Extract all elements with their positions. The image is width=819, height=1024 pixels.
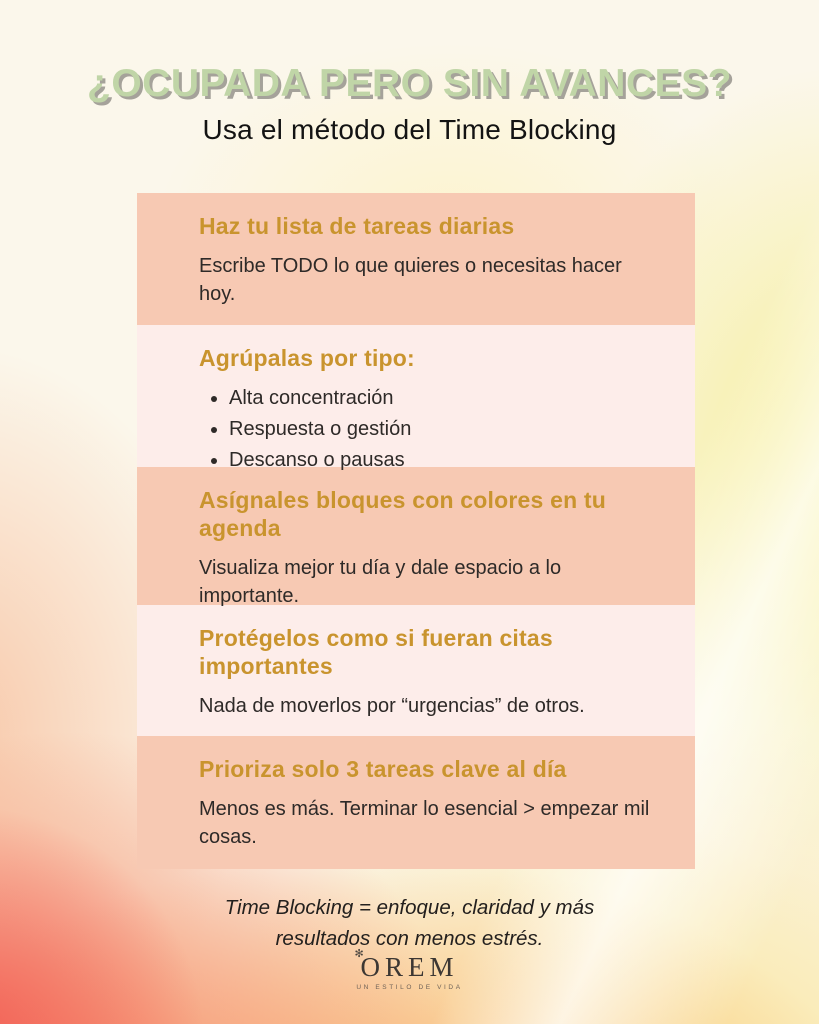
header [0,62,819,146]
bullet-item: • Descanso o pausas [229,447,655,473]
step-heading: Asígnales bloques con colores en tu agenda [199,487,607,542]
step-heading: Protégelos como si fueran citas importantes [199,625,553,680]
step-card-4 [137,605,695,736]
bullet-item: • Alta concentración [229,385,655,411]
step-heading: Haz tu lista de tareas diarias [199,213,515,239]
step-card-2 [137,325,695,472]
brand-block [0,948,819,991]
step-card-3 [137,467,695,608]
page-subtitle: Usa el método del Time Blocking [202,114,617,145]
brand-logo [354,948,459,983]
brand-logo-text: OREM [360,952,459,982]
step-card-1 [137,193,695,325]
step-card-5 [137,736,695,869]
page-title: ¿OCUPADA PERO SIN AVANCES? [87,62,732,105]
step-body: Visualiza mejor tu día y dale espacio a lo importante. [199,557,562,608]
step-body: Nada de moverlos por “urgencias” de otros. [199,695,585,718]
closing-line-1: Time Blocking = enfoque, claridad y más [224,896,595,919]
closing-line-2: resultados con menos estrés. [275,926,544,950]
step-heading: Agrúpalas por tipo: [199,345,415,371]
bullet-item: • Respuesta o gestión [229,416,655,442]
step-heading: Prioriza solo 3 tareas clave al día [199,756,567,782]
closing-statement [0,893,819,955]
step-bullet-list [199,385,655,473]
steps-list [137,193,695,869]
step-body: Escribe TODO lo que quieres o necesitas hacer hoy. [199,255,622,306]
flourish-icon: ✻ [354,948,364,960]
brand-tagline: UN ESTILO DE VIDA [356,984,463,991]
step-body: Menos es más. Terminar lo esencial > empezar mil cosas. [199,798,650,849]
